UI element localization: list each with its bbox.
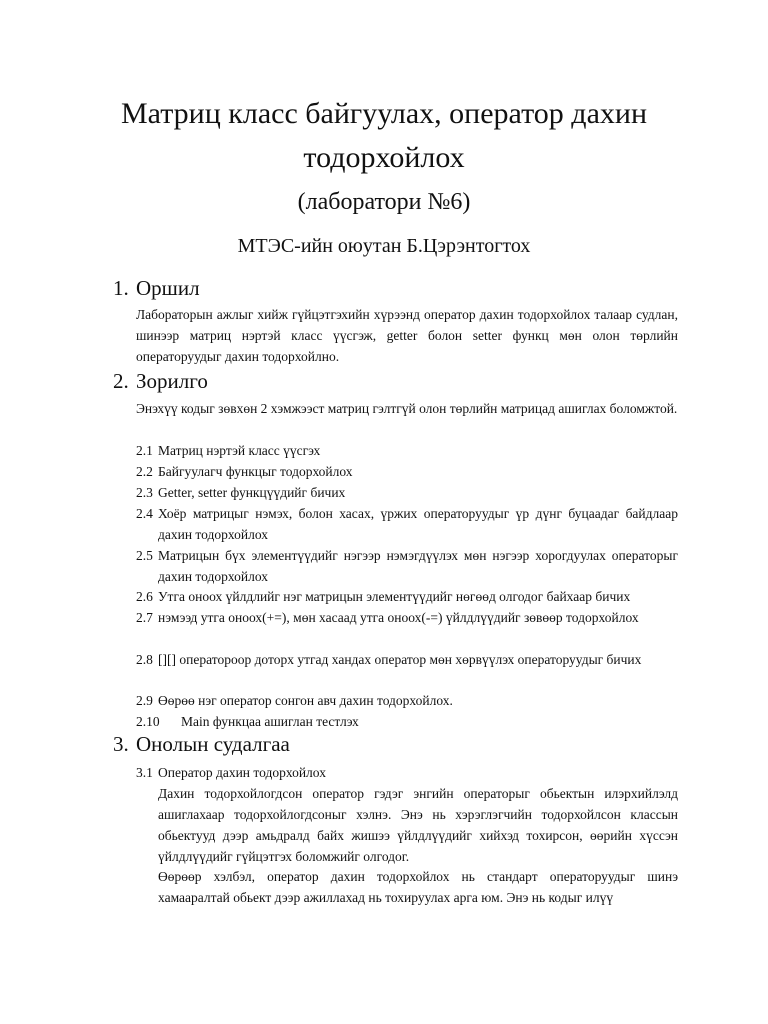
section-heading-objective (113, 369, 208, 394)
list-item (136, 440, 678, 461)
list-item-number: 2.5 (136, 548, 153, 563)
list-item (136, 711, 678, 732)
list-item (136, 586, 678, 607)
section-number: 2. (113, 369, 129, 393)
list-item-text: Матрицын бүх элементүүдийг нэгээр нэмэгдүүлэх мөн нэгээр хорогдуулах операторыг дахин тодорхойлох (158, 548, 678, 584)
list-item-text: Өөрөө нэг оператор сонгон авч дахин тодорхойлох. (158, 693, 453, 708)
list-item-text: Байгуулагч функцыг тодорхойлох (158, 464, 353, 479)
section-heading-introduction (113, 276, 200, 301)
section-title: Зорилго (136, 369, 208, 393)
subsection-paragraph: Өөрөөр хэлбэл, оператор дахин тодорхойлох нь стандарт операторуудыг шинэ хамааралтай обьект дээр ажиллахад нь тохируулах арга юм. Энэ нь кодыг илүү (158, 869, 678, 905)
subsection-number: 3.1 (136, 765, 153, 780)
list-item (136, 607, 678, 628)
section-paragraph: Лабораторын ажлыг хийж гүйцэтгэхийн хүрээнд оператор дахин тодорхойлох талаар судлан, шинээр матриц нэртэй класс үүсгэж, getter болон setter функц мөн олон төрлийн операторуудыг дахин тодорхойлно. (136, 307, 678, 364)
list-item-text: нэмээд утга оноох(+=), мөн хасаад утга оноох(-=) үйлдлүүдийг зөвөөр тодорхойлох (158, 610, 639, 625)
subsection-heading (136, 762, 326, 783)
section-title: Онолын судалгаа (136, 732, 290, 756)
list-item-text: Main функцаа ашиглан тестлэх (181, 714, 359, 729)
list-item-number: 2.3 (136, 485, 153, 500)
list-item-number: 2.4 (136, 506, 153, 521)
list-item (136, 649, 678, 670)
list-item (136, 690, 678, 711)
section-number: 3. (113, 732, 129, 756)
section-heading-theory (113, 732, 290, 757)
list-item (136, 545, 678, 587)
list-item-text: Getter, setter функцүүдийг бичих (158, 485, 346, 500)
list-item-text: Матриц нэртэй класс үүсгэх (158, 443, 321, 458)
section-title: Оршил (136, 276, 200, 300)
list-item-number: 2.8 (136, 652, 153, 667)
list-item-number: 2.2 (136, 464, 153, 479)
list-item (136, 503, 678, 545)
list-item-number: 2.1 (136, 443, 153, 458)
document-author: МТЭС-ийн оюутан Б.Цэрэнтогтох (237, 235, 531, 257)
list-item-number: 2.10 (136, 714, 160, 729)
document-subtitle: (лаборатори №6) (297, 189, 471, 215)
subsection-paragraph: Дахин тодорхойлогдсон оператор гэдэг энгийн операторыг обьектын илэрхийлэлд ашиглахаар тодорхойлогдсоныг хэлнэ. Энэ нь хэрэглэгчийн тодорхойлсон классын обьектууд дээр амьдралд байх жишээ үйлдлүүдийг хийхэд тохирсон, өөрийн хүссэн үйлдлүүдийг гүйцэтгэх боломжийг олгодог. (158, 786, 678, 864)
section-paragraph: Энэхүү кодыг зөвхөн 2 хэмжээст матриц гэлтгүй олон төрлийн матрицад ашиглах боломжтой. (136, 401, 678, 416)
list-item-number: 2.9 (136, 693, 153, 708)
list-item-number: 2.6 (136, 589, 153, 604)
list-item-text: Утга оноох үйлдлийг нэг матрицын элементүүдийг нөгөөд олгодог байхаар бичих (158, 589, 631, 604)
list-item (136, 461, 678, 482)
document-title: Матриц класс байгуулах, оператор дахин тодорхойлох (120, 97, 647, 174)
subsection-title: Оператор дахин тодорхойлох (158, 765, 326, 780)
list-item-text: [][] оператороор доторх утгад хандах оператор мөн хөрвүүлэх операторуудыг бичих (158, 652, 642, 667)
list-item-number: 2.7 (136, 610, 153, 625)
list-item-text: Хоёр матрицыг нэмэх, болон хасах, үржих операторуудыг үр дүнг буцаадаг байдлаар дахин тодорхойлох (158, 506, 678, 542)
list-item (136, 482, 678, 503)
section-number: 1. (113, 276, 129, 300)
